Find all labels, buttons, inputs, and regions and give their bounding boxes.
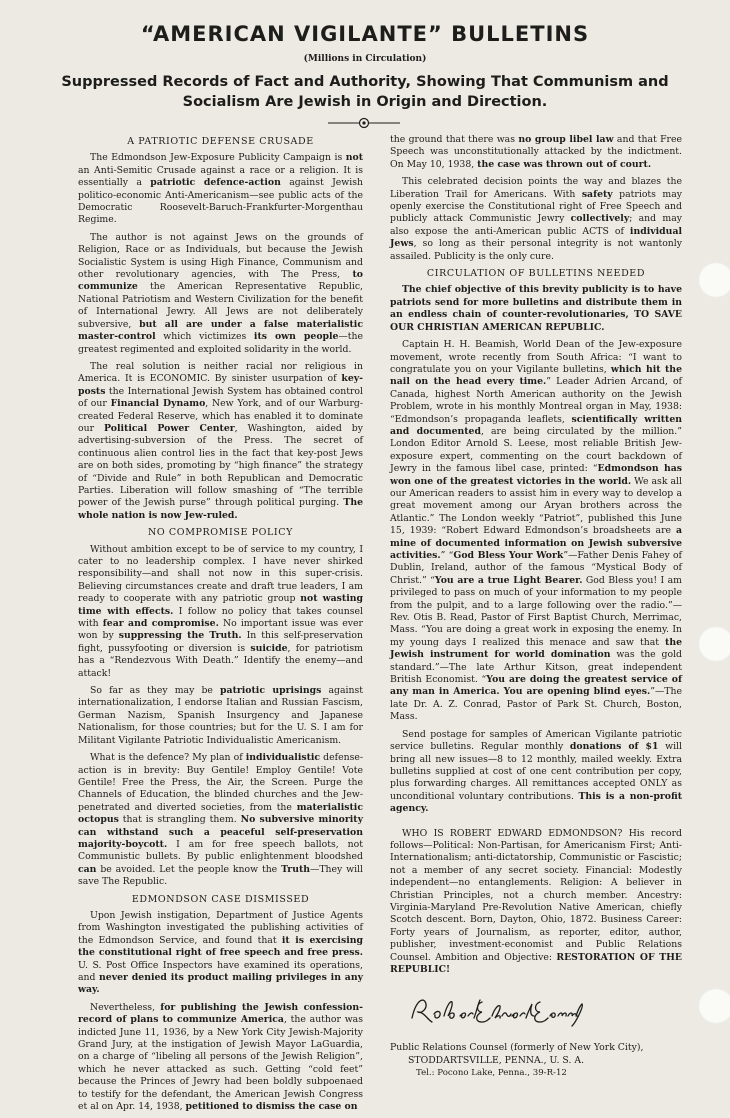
contact-footer (390, 1042, 682, 1079)
text-run: The real solution is neither racial nor religious in America. It is ECONOMIC. By sinister usurpation of (78, 360, 363, 385)
text-run: The Edmondson Jew-Exposure Publicity Campaign is (90, 152, 346, 164)
text-run: the International Jewish System has obtained control of our (78, 385, 363, 410)
emphasis-text: God Bless Your Work (453, 550, 564, 561)
text-run: ”—Father Denis Fahey of Dublin, Ireland, author of the famous “Mystical Body of Christ.” “ (390, 550, 682, 586)
emphasis-text: safety (581, 188, 613, 200)
text-run: , so long as their personal integrity is not wantonly assailed. Publicity is the only cure. (390, 238, 682, 262)
paragraph (78, 910, 363, 997)
text-run: —the greatest regimented and exploited solidarity in the world. (78, 331, 363, 355)
emphasis-text: collectively (570, 213, 630, 225)
text-run: Send postage for samples of American Vigilante patriotic service bulletins. Regular monthly (390, 728, 682, 753)
emphasis-text: This is a non-profit agency. (390, 790, 682, 815)
text-run: , the author was indicted June 11, 1936, by a New York City Jewish-Majority Grand Jury, at the instigation of Jewish Mayor LaGuardia, on a charge of “libeling all persons of the Jewish Religion”, which he never attacked as such. Getting “cold feet” because the Princes of Jewry had been boldly subpoenaed to testify for the defendant, the American Jewish Congress et al on Apr. 14, 1938, (78, 1014, 363, 1113)
emphasis-text: patriotic defence-action (150, 177, 281, 189)
text-run: ” Leader Adrien Arcand, of Canada, highest North American authority on the Jewish Problem, wrote in his monthly Montreal organ in May, 1938: “Edmondson’s propaganda leaflets, (390, 376, 682, 425)
text-run: ” “ (440, 550, 454, 561)
text-run: This celebrated decision points the way and blazes the Liberation Trail for Americans. With (390, 176, 682, 200)
text-run: Upon Jewish instigation, Department of Justice Agents from Washington investigated the publishing activities of the Edmondson Service, and found that (78, 909, 363, 946)
text-run: I follow no policy that takes counsel with (78, 605, 363, 630)
paragraph (78, 544, 363, 680)
text-run: against internationalization, I endorse Italian and Russian Fascism, German Nazism, Spanish Insurgency and Japanese Nationalism, for those countries; but for the U. S. I am for Militant Vigilante Patriotic Individualistic Americanism. (78, 685, 363, 746)
paragraph (390, 729, 682, 816)
emphasis-text: can (78, 863, 97, 875)
text-run: What is the defence? My plan of (90, 752, 246, 764)
text-run: patriots may openly exercise the Constitutional right of Free Speech and publicly attack Communistic Jewry (390, 188, 682, 225)
emphasis-text: Truth (281, 863, 311, 875)
paragraph-who-is (390, 828, 682, 977)
section-heading-case-dismissed: EDMONDSON CASE DISMISSED (131, 893, 310, 905)
emphasis-text: but all are under a false materialistic master-control (78, 318, 363, 343)
paragraph (390, 134, 682, 171)
text-run: will bring all new issues—8 to 12 monthly, mailed weekly. Extra bulletins supplied at cost of one cent contribution per copy, plus forwarding charges. All remittances accepted ONLY as unconditional voluntary contributions. (390, 741, 682, 802)
text-run: an Anti-Semitic Crusade against a race or a religion. It is essentially a (78, 164, 363, 189)
text-run: against Jewish politico-economic Anti-Americanism—see public acts of the Democratic Roosevelt-Baruch-Frankfurter-Morgenthau Regime. (78, 177, 363, 226)
left-column (78, 134, 363, 1118)
emphasis-text: suicide (250, 642, 288, 654)
text-run: , are being circulated by the million.” London Editor Arnold S. Leese, most reliable British Jew-exposure expert, commenting on the court backdown of Jewry in the famous libel case, printed: “ (390, 425, 682, 475)
emphasis-text: individual Jews (390, 225, 682, 250)
footer-telephone: Tel.: Pocono Lake, Penna., 39-R-12 (416, 1068, 567, 1079)
paragraph (78, 361, 363, 522)
emphasis-text: RESTORATION OF THE REPUBLIC! (390, 951, 682, 975)
text-run: the American Representative Republic, National Patriotism and Western Civilization for the benefit of International Jewry. All Jews are not deliberately subversive, (78, 281, 363, 330)
emphasis-text: key-posts (78, 373, 363, 397)
text-run: Captain H. H. Beamish, World Dean of the Jew-exposure movement, wrote recently from South Africa: “I want to congratulate you on your Vigilante bulletins, (390, 339, 682, 375)
text-run: Nevertheless, (90, 1001, 161, 1013)
footer-title: Public Relations Counsel (formerly of New York City), (390, 1042, 644, 1054)
emphasis-text: not wasting time with effects. (78, 593, 363, 617)
signature (408, 990, 682, 1030)
text-run: So far as they may be (90, 685, 221, 697)
paragraph (78, 685, 363, 747)
text-run: ”—The late Dr. A. Z. Conrad, Pastor of Park St. Church, Boston, Mass. (390, 686, 682, 723)
text-run: the ground that there was (390, 134, 519, 145)
headline: Suppressed Records of Fact and Authority, Showing That Communism and Socialism Are Jewish in Origin and Direction. (61, 74, 669, 110)
emphasis-text: which hit the nail on the head every time. (390, 363, 682, 388)
paragraph (390, 284, 682, 334)
emphasis-text: it is exercising the constitutional right of free speech and free press. (78, 934, 363, 959)
text-run: —They will save The Republic. (78, 863, 363, 888)
emphasis-text: to communize (78, 269, 363, 293)
text-run: ; and may also expose the anti-American public ACTS of (390, 213, 682, 237)
text-run: that is strangling them. (118, 814, 241, 826)
text-run: No important issue was ever won by (78, 618, 363, 642)
emphasis-text: Political Power Center (104, 422, 235, 434)
emphasis-text: its own people (253, 331, 339, 343)
paragraph (78, 232, 363, 356)
emphasis-text: patriotic uprisings (220, 685, 322, 697)
section-heading-circulation: CIRCULATION OF BULLETINS NEEDED (426, 268, 646, 280)
emphasis-text: You are a true Light Bearer. (434, 574, 583, 586)
emphasis-text: no group libel law (518, 134, 614, 145)
emphasis-text: The whole nation is now Jew-ruled. (78, 497, 363, 521)
binder-hole-top (698, 262, 730, 298)
emphasis-text: Edmondson has won one of the greatest victories in the world. (390, 463, 682, 487)
emphasis-text: not (345, 152, 363, 164)
text-run: We ask all our American readers to assist him in every way to develop a great movement among our Aryan brothers across the Atlantic.” The London weekly “Patriot”, published this June 15, 1939: “Robert Edward Edmondson’s broadsheets are (390, 475, 682, 537)
emphasis-text: The chief objective of this brevity publicity is to have patriots send for more bulletins and distribute them in an endless chain of counter-revolutionaries, TO SAVE OUR CHRISTIAN AMERICAN REPUBLIC. (390, 284, 682, 333)
text-run: In this self-preservation fight, pussyfooting or diversion is (78, 630, 363, 654)
text-run: , for patriotism has a “Rendezvous With Death.” Identify the enemy—and attack! (78, 642, 363, 679)
emphasis-text: for publishing the Jewish confession-record of plans to communize America (78, 1001, 363, 1026)
text-run: be avoided. Let the people know the (96, 863, 282, 875)
paragraph (390, 176, 682, 263)
text-run: was the gold standard.”—The late Arthur Kitson, great independent British Economist. “ (390, 649, 682, 686)
emphasis-text: suppressing the Truth. (118, 630, 242, 642)
emphasis-text: the Jewish instrument for world domination (390, 636, 682, 661)
paragraph (78, 752, 363, 888)
binder-hole-middle (698, 626, 730, 662)
paragraph (78, 152, 363, 226)
binder-hole-bottom (698, 988, 730, 1024)
emphasis-text: a mine of documented information on Jewish subversive activities. (390, 525, 682, 561)
text-run: The author is not against Jews on the grounds of Religion, Race or as Individuals, but because the Jewish Socialistic System is using High Finance, Communism and other revolutionary agencies, with The Press, (78, 231, 363, 281)
text-run: defense-action is in brevity: Buy Gentile! Employ Gentile! Vote Gentile! Free the Press, the Air, the Screen. Purge the Channels of Education, the blinded churches and the Jew-penetrated and diverted societies, from the (78, 752, 363, 813)
text-run: , Washington, aided by advertising-subversion of the Press. The secret of continuous alien control lies in the fact that key-post Jews are on both sides, promoting by “high finance” the strategy of “Divide and Rule” in both Republican and Democratic Parties. Liberation will follow smashing of “The terrible power of the Jewish purse” through political purging. (78, 422, 364, 509)
emphasis-text: You are doing the greatest service of any man in America. You are opening blind eyes. (390, 674, 683, 698)
circulation-subtitle: (Millions in Circulation) (303, 54, 427, 64)
emphasis-text: individualistic (245, 752, 321, 764)
text-run: and that Free Speech was unconstitutionally attacked by the indictment. On May 10, 1938, (390, 134, 682, 170)
emphasis-text: donations of $1 (569, 741, 659, 753)
text-run: Without ambition except to be of service to my country, I cater to no leadership complex. I have never shirked responsibility—and shall not now in this super-crisis. Believing circumstances create and draft true leaders, I am ready to cooperate with any patriotic group (78, 543, 363, 605)
section-heading-no-compromise: NO COMPROMISE POLICY (148, 527, 293, 539)
emphasis-text: scientifically written and documented (390, 413, 682, 437)
emphasis-text: petitioned to dismiss the case on (185, 1101, 358, 1113)
text-run: WHO IS ROBERT EDWARD EDMONDSON? His record follows—Political: Non-Partisan, for Americanism First; Anti-Internationalism; anti-dictatorship, Communistic or Fascistic; not a member of any secret society. Financial: Modestly independent—no entanglements. Religion: A believer in Christian Principles, not a church member. Ancestry: Virginia-Maryland Pre-Revolution Native American, chiefly Scotch descent. Born, Dayton, Ohio, 1872. Business Career: Forty years of Journalism, as reporter, editor, author, publisher, investment-economist and Public Relations Counsel. Ambition and Objective: (390, 827, 682, 963)
ornament-divider-icon (314, 116, 414, 130)
handwritten-signature (408, 990, 588, 1030)
text-run: , New York, and of our Warburg-created Federal Reserve, which has enabled it to dominate our (78, 398, 364, 434)
emphasis-text: never denied its product mailing privileges in any way. (78, 972, 363, 996)
emphasis-text: fear and compromise. (102, 618, 219, 630)
paragraph (78, 1002, 363, 1114)
paragraph (390, 339, 682, 724)
text-run: I am for free speech ballots, not Communistic bullets. By public enlightenment bloodshed (78, 838, 363, 863)
text-run: U. S. Post Office Inspectors have examined its operations, and (78, 959, 363, 983)
emphasis-text: No subversive minority can withstand such a peaceful self-preservation majority-boycott. (78, 814, 363, 850)
text-run: God Bless you! I am privileged to pass on much of your information to my people from the pulpit, and to a large following over the radio.”—Rev. Otis B. Read, Pastor of First Baptist Church, Merrimac, Mass. “You are doing a great work in exposing the enemy. In my young days I realized this menace and saw that (390, 574, 682, 648)
emphasis-text: materialistic octopus (78, 801, 363, 826)
bulletin-title: “AMERICAN VIGILANTE” BULLETINS (140, 22, 590, 46)
emphasis-text: Financial Dynamo (110, 398, 206, 410)
right-column (390, 134, 682, 1080)
section-heading-defense-crusade: A PATRIOTIC DEFENSE CRUSADE (127, 136, 314, 147)
emphasis-text: the case was thrown out of court. (477, 158, 652, 170)
text-run: which victimizes (155, 331, 254, 343)
footer-address: STODDARTSVILLE, PENNA., U. S. A. (408, 1054, 585, 1066)
